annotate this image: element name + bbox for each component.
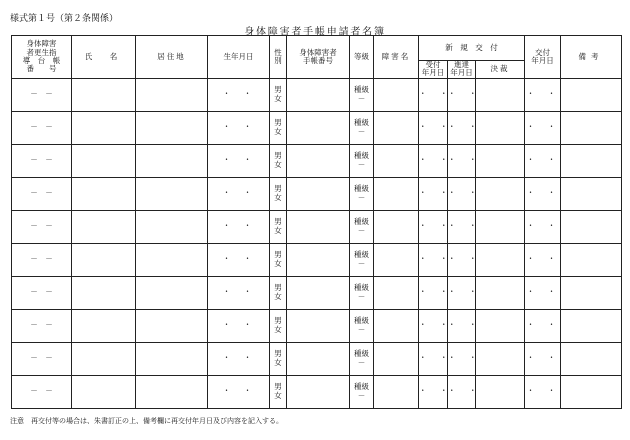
received-date-cell[interactable]: ・ ・ [419, 144, 448, 177]
issue-date-cell[interactable]: ・ ・ [525, 309, 561, 342]
notebook-number-cell[interactable] [287, 375, 350, 408]
birth-date-cell[interactable]: ・ ・ [208, 210, 270, 243]
table-row [12, 177, 622, 210]
sex-male-label: 男 [274, 349, 282, 359]
received-date-cell[interactable]: ・ ・ [419, 375, 448, 408]
disability-name-cell[interactable] [374, 144, 419, 177]
residence-cell[interactable] [136, 243, 208, 276]
grade-cell[interactable]: 種級 － [350, 276, 374, 309]
residence-cell[interactable] [136, 210, 208, 243]
remarks-cell[interactable] [561, 309, 622, 342]
ledger-number-cell[interactable]: － － [12, 276, 72, 309]
header-new-issue: 新 規 交 付 [419, 36, 525, 61]
header-approval: 決裁 [476, 61, 525, 79]
sex-female-label: 女 [274, 324, 282, 334]
forwarded-date-cell[interactable]: ・ ・ [448, 243, 476, 276]
residence-cell[interactable] [136, 177, 208, 210]
ledger-number-cell[interactable]: － － [12, 210, 72, 243]
sex-female-label: 女 [274, 390, 282, 400]
sex-female-label: 女 [274, 225, 282, 235]
received-date-cell[interactable]: ・ ・ [419, 276, 448, 309]
forwarded-date-cell[interactable]: ・ ・ [448, 177, 476, 210]
disability-name-cell[interactable] [374, 342, 419, 375]
header-received-date: 受付 年月日 [419, 61, 448, 79]
ledger-number-cell[interactable]: － － [12, 177, 72, 210]
forwarded-date-cell[interactable]: ・ ・ [448, 309, 476, 342]
residence-cell[interactable] [136, 375, 208, 408]
approval-cell[interactable] [476, 177, 525, 210]
ledger-number-cell[interactable]: － － [12, 342, 72, 375]
grade-cell[interactable]: 種級 － [350, 177, 374, 210]
forwarded-date-cell[interactable]: ・ ・ [448, 276, 476, 309]
issue-date-cell[interactable]: ・ ・ [525, 78, 561, 111]
issue-date-cell[interactable]: ・ ・ [525, 144, 561, 177]
notebook-number-cell[interactable] [287, 243, 350, 276]
notebook-number-cell[interactable] [287, 144, 350, 177]
forwarded-date-cell[interactable]: ・ ・ [448, 342, 476, 375]
sex-male-label: 男 [274, 250, 282, 260]
name-cell[interactable] [72, 111, 136, 144]
approval-cell[interactable] [476, 243, 525, 276]
received-date-cell[interactable]: ・ ・ [419, 210, 448, 243]
birth-date-cell[interactable]: ・ ・ [208, 78, 270, 111]
header-forwarded-date: 進達 年月日 [448, 61, 476, 79]
ledger-number-cell[interactable]: － － [12, 78, 72, 111]
remarks-cell[interactable] [561, 375, 622, 408]
grade-cell[interactable]: 種級 － [350, 111, 374, 144]
approval-cell[interactable] [476, 276, 525, 309]
birth-date-cell[interactable]: ・ ・ [208, 276, 270, 309]
header-remarks: 備考 [561, 36, 622, 79]
received-date-cell[interactable]: ・ ・ [419, 342, 448, 375]
received-date-cell[interactable]: ・ ・ [419, 177, 448, 210]
birth-date-cell[interactable]: ・ ・ [208, 243, 270, 276]
grade-cell[interactable]: 種級 － [350, 210, 374, 243]
issue-date-cell[interactable]: ・ ・ [525, 342, 561, 375]
table-row [12, 243, 622, 276]
ledger-number-cell[interactable]: － － [12, 309, 72, 342]
form-number: 様式第１号（第２条関係） [10, 14, 119, 24]
sex-female-label: 女 [274, 291, 282, 301]
forwarded-date-cell[interactable]: ・ ・ [448, 111, 476, 144]
grade-cell[interactable]: 種級 － [350, 78, 374, 111]
birth-date-cell[interactable]: ・ ・ [208, 375, 270, 408]
birth-date-cell[interactable]: ・ ・ [208, 177, 270, 210]
disability-name-cell[interactable] [374, 243, 419, 276]
forwarded-date-cell[interactable]: ・ ・ [448, 375, 476, 408]
applicant-roster-table [11, 35, 622, 409]
disability-name-cell[interactable] [374, 276, 419, 309]
approval-cell[interactable] [476, 144, 525, 177]
disability-name-cell[interactable] [374, 177, 419, 210]
sex-cell[interactable] [270, 375, 287, 408]
sex-cell[interactable] [270, 276, 287, 309]
residence-cell[interactable] [136, 111, 208, 144]
remarks-cell[interactable] [561, 276, 622, 309]
notebook-number-cell[interactable] [287, 342, 350, 375]
issue-date-cell[interactable]: ・ ・ [525, 375, 561, 408]
name-cell[interactable] [72, 375, 136, 408]
disability-name-cell[interactable] [374, 309, 419, 342]
table-row [12, 276, 622, 309]
footnote: 注意 再交付等の場合は、朱書訂正の上、備考欄に再交付年月日及び内容を記入する。 [10, 417, 283, 425]
notebook-number-cell[interactable] [287, 309, 350, 342]
name-cell[interactable] [72, 144, 136, 177]
issue-date-cell[interactable]: ・ ・ [525, 177, 561, 210]
received-date-cell[interactable]: ・ ・ [419, 243, 448, 276]
approval-cell[interactable] [476, 210, 525, 243]
remarks-cell[interactable] [561, 342, 622, 375]
notebook-number-cell[interactable] [287, 210, 350, 243]
ledger-number-cell[interactable]: － － [12, 144, 72, 177]
residence-cell[interactable] [136, 309, 208, 342]
sex-cell[interactable] [270, 144, 287, 177]
ledger-number-cell[interactable]: － － [12, 375, 72, 408]
ledger-number-cell[interactable]: － － [12, 243, 72, 276]
sex-female-label: 女 [274, 258, 282, 268]
sex-male-label: 男 [274, 283, 282, 293]
disability-name-cell[interactable] [374, 111, 419, 144]
notebook-number-cell[interactable] [287, 78, 350, 111]
notebook-number-cell[interactable] [287, 276, 350, 309]
name-cell[interactable] [72, 78, 136, 111]
form-title: 身体障害者手帳申請者名簿 [244, 27, 386, 38]
header-birth-date: 生年月日 [208, 36, 270, 79]
birth-date-cell[interactable]: ・ ・ [208, 111, 270, 144]
birth-date-cell[interactable]: ・ ・ [208, 309, 270, 342]
received-date-cell[interactable]: ・ ・ [419, 111, 448, 144]
birth-date-cell[interactable]: ・ ・ [208, 144, 270, 177]
name-cell[interactable] [72, 243, 136, 276]
header-grade: 等級 [350, 36, 374, 79]
grade-cell[interactable]: 種級 － [350, 309, 374, 342]
header-issue-date: 交付 年月日 [525, 36, 561, 79]
disability-name-cell[interactable] [374, 78, 419, 111]
received-date-cell[interactable]: ・ ・ [419, 309, 448, 342]
table-row [12, 144, 622, 177]
grade-cell[interactable]: 種級 － [350, 375, 374, 408]
grade-cell[interactable]: 種級 － [350, 243, 374, 276]
sex-cell[interactable] [270, 309, 287, 342]
sex-female-label: 女 [274, 357, 282, 367]
remarks-cell[interactable] [561, 177, 622, 210]
table-row [12, 342, 622, 375]
table-row [12, 375, 622, 408]
sex-cell[interactable] [270, 78, 287, 111]
sex-cell[interactable] [270, 177, 287, 210]
grade-cell[interactable]: 種級 － [350, 342, 374, 375]
table-row [12, 309, 622, 342]
table-row [12, 210, 622, 243]
approval-cell[interactable] [476, 78, 525, 111]
remarks-cell[interactable] [561, 78, 622, 111]
grade-cell[interactable]: 種級 － [350, 144, 374, 177]
sex-female-label: 女 [274, 126, 282, 136]
remarks-cell[interactable] [561, 243, 622, 276]
sex-cell[interactable] [270, 210, 287, 243]
approval-cell[interactable] [476, 309, 525, 342]
issue-date-cell[interactable]: ・ ・ [525, 243, 561, 276]
residence-cell[interactable] [136, 78, 208, 111]
sex-cell[interactable] [270, 342, 287, 375]
forwarded-date-cell[interactable]: ・ ・ [448, 78, 476, 111]
disability-name-cell[interactable] [374, 375, 419, 408]
header-name: 氏 名 [72, 36, 136, 79]
residence-cell[interactable] [136, 144, 208, 177]
forwarded-date-cell[interactable]: ・ ・ [448, 144, 476, 177]
header-sex: 性 別 [270, 36, 287, 79]
sex-cell[interactable] [270, 111, 287, 144]
name-cell[interactable] [72, 342, 136, 375]
table-row [12, 111, 622, 144]
header-ledger-number: 身体障害 者更生指 導 台 帳 番 号 [12, 36, 72, 79]
name-cell[interactable] [72, 210, 136, 243]
issue-date-cell[interactable]: ・ ・ [525, 210, 561, 243]
sex-male-label: 男 [274, 217, 282, 227]
sex-female-label: 女 [274, 93, 282, 103]
sex-cell[interactable] [270, 243, 287, 276]
residence-cell[interactable] [136, 276, 208, 309]
birth-date-cell[interactable]: ・ ・ [208, 342, 270, 375]
approval-cell[interactable] [476, 111, 525, 144]
header-disability-name: 障害名 [374, 36, 419, 79]
residence-cell[interactable] [136, 342, 208, 375]
approval-cell[interactable] [476, 342, 525, 375]
disability-name-cell[interactable] [374, 210, 419, 243]
sex-male-label: 男 [274, 85, 282, 95]
sex-female-label: 女 [274, 159, 282, 169]
header-residence: 居住地 [136, 36, 208, 79]
table-row [12, 78, 622, 111]
notebook-number-cell[interactable] [287, 177, 350, 210]
sex-male-label: 男 [274, 118, 282, 128]
sex-female-label: 女 [274, 192, 282, 202]
issue-date-cell[interactable]: ・ ・ [525, 276, 561, 309]
name-cell[interactable] [72, 177, 136, 210]
name-cell[interactable] [72, 276, 136, 309]
forwarded-date-cell[interactable]: ・ ・ [448, 210, 476, 243]
issue-date-cell[interactable]: ・ ・ [525, 111, 561, 144]
header-notebook-number: 身体障害者 手帳番号 [287, 36, 350, 79]
sex-male-label: 男 [274, 316, 282, 326]
sex-male-label: 男 [274, 382, 282, 392]
sex-male-label: 男 [274, 184, 282, 194]
name-cell[interactable] [72, 309, 136, 342]
ledger-number-cell[interactable]: － － [12, 111, 72, 144]
notebook-number-cell[interactable] [287, 111, 350, 144]
received-date-cell[interactable]: ・ ・ [419, 78, 448, 111]
approval-cell[interactable] [476, 375, 525, 408]
remarks-cell[interactable] [561, 210, 622, 243]
sex-male-label: 男 [274, 151, 282, 161]
remarks-cell[interactable] [561, 144, 622, 177]
remarks-cell[interactable] [561, 111, 622, 144]
